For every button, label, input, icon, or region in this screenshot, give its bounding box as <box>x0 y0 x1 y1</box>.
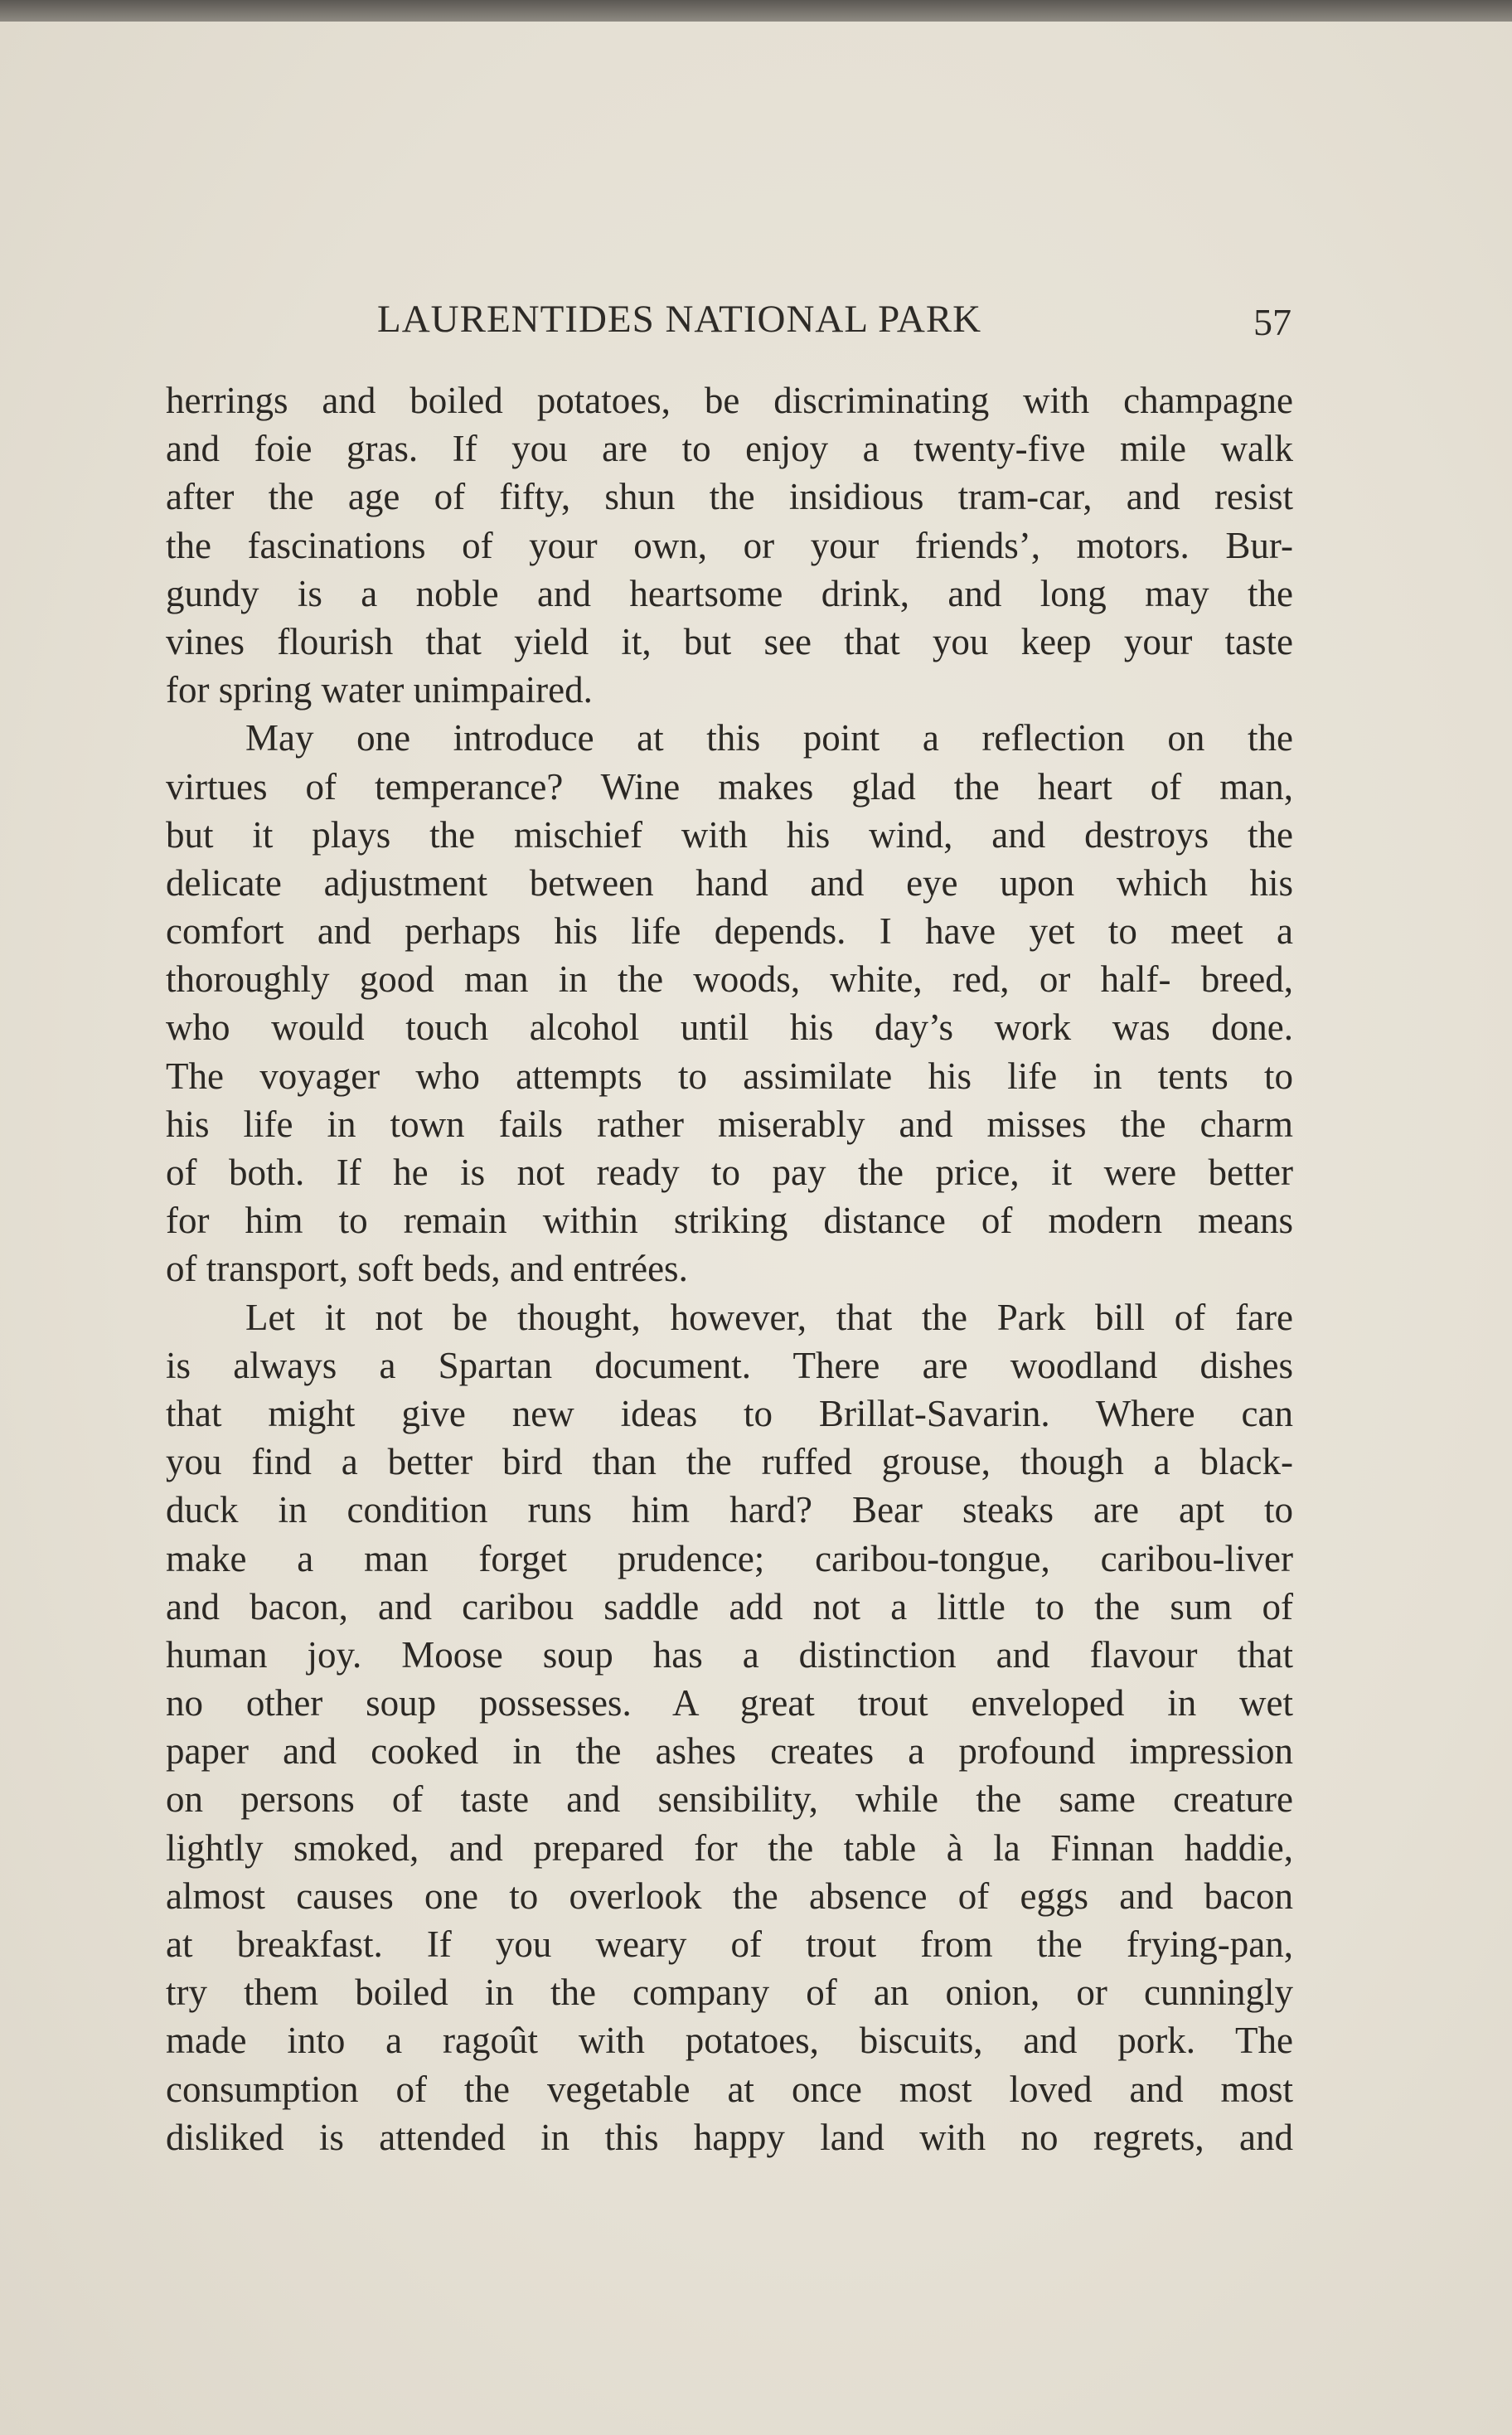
text-line: that might give new ideas to Brillat-Savarin. Where can <box>166 1392 1293 1434</box>
text-line: vines flourish that yield it, but see that you keep your taste <box>166 620 1293 662</box>
text-line: for spring water unimpaired. <box>166 669 593 711</box>
text-line: thoroughly good man in the woods, white, red, or half- breed, <box>166 958 1293 1001</box>
text-line: you find a better bird than the ruffed grouse, though a black- <box>166 1441 1293 1483</box>
text-line: make a man forget prudence; caribou-tongue, caribou-liver <box>166 1537 1293 1579</box>
text-line: is always a Spartan document. There are woodland dishes <box>166 1344 1293 1386</box>
text-line: no other soup possesses. A great trout enveloped in wet <box>166 1682 1293 1724</box>
text-line: of transport, soft beds, and entrées. <box>166 1248 688 1290</box>
text-line: but it plays the mischief with his wind, and destroys the <box>166 813 1293 856</box>
text-line: virtues of temperance? Wine makes glad the heart of man, <box>166 765 1293 808</box>
book-page <box>0 22 1512 2435</box>
text-line: after the age of fifty, shun the insidious tram-car, and resist <box>166 476 1293 518</box>
text-line: his life in town fails rather miserably and misses the charm <box>166 1103 1293 1145</box>
text-line: paper and cooked in the ashes creates a profound impression <box>166 1730 1293 1773</box>
text-line: at breakfast. If you weary of trout from the frying-pan, <box>166 1923 1293 1965</box>
text-line: almost causes one to overlook the absence of eggs and bacon <box>166 1875 1293 1917</box>
text-line: comfort and perhaps his life depends. I have yet to meet a <box>166 910 1293 953</box>
text-line: for him to remain within striking distance of modern means <box>166 1200 1293 1242</box>
text-line: gundy is a noble and heartsome drink, and long may the <box>166 572 1293 614</box>
text-line: The voyager who attempts to assimilate his life in tents to <box>166 1055 1293 1097</box>
text-line: disliked is attended in this happy land with no regrets, and <box>166 2116 1293 2158</box>
page-top-edge <box>0 0 1512 22</box>
text-line: and bacon, and caribou saddle add not a little to the sum of <box>166 1585 1293 1627</box>
text-line: on persons of taste and sensibility, while the same creature <box>166 1778 1293 1821</box>
text-line: made into a ragoût with potatoes, biscuits, and pork. The <box>166 2020 1293 2062</box>
text-line: lightly smoked, and prepared for the table à la Finnan haddie, <box>166 1826 1293 1869</box>
text-line: and foie gras. If you are to enjoy a twenty-five mile walk <box>166 428 1293 470</box>
text-line: May one introduce at this point a reflection on the <box>245 717 1293 759</box>
running-head-title: LAURENTIDES NATIONAL PARK <box>377 298 982 341</box>
text-line: of both. If he is not ready to pay the price, it were better <box>166 1152 1293 1193</box>
text-line: consumption of the vegetable at once most loved and most <box>166 2068 1293 2110</box>
text-line: delicate adjustment between hand and eye upon which his <box>166 861 1293 904</box>
text-line: the fascinations of your own, or your friends’, motors. Bur- <box>166 524 1293 566</box>
text-line: duck in condition runs him hard? Bear steaks are apt to <box>166 1489 1293 1531</box>
body-text <box>166 376 1293 2161</box>
running-head <box>0 297 1512 347</box>
text-line: herrings and boiled potatoes, be discriminating with champagne <box>166 380 1293 421</box>
page-number: 57 <box>1253 301 1292 343</box>
text-line: who would touch alcohol until his day’s work was done. <box>166 1006 1293 1049</box>
text-line: try them boiled in the company of an onion, or cunningly <box>166 1972 1293 2014</box>
text-line: Let it not be thought, however, that the Park bill of fare <box>245 1296 1293 1338</box>
text-line: human joy. Moose soup has a distinction and flavour that <box>166 1633 1293 1676</box>
